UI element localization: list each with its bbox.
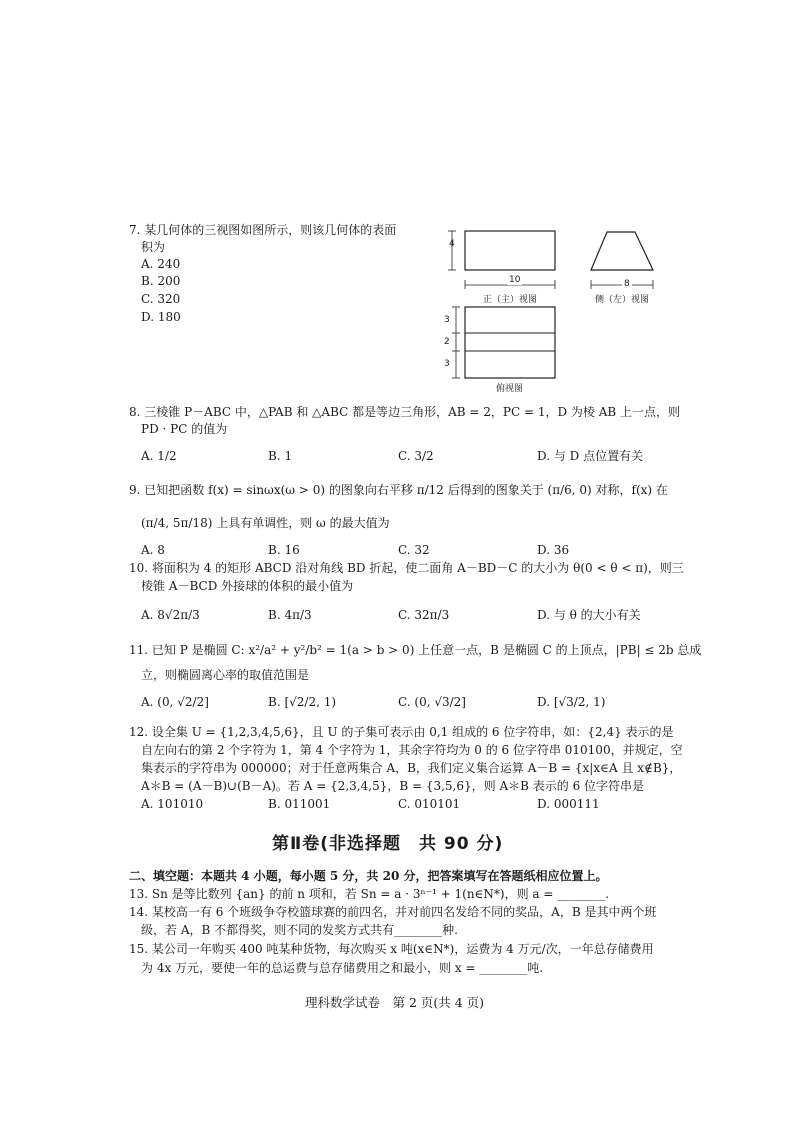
- q11-option-a: A. (0, √2/2]: [141, 695, 209, 709]
- side-caption: 侧（左）视图: [595, 295, 650, 305]
- q10-option-d: D. 与 θ 的大小有关: [537, 608, 641, 622]
- q12-option-a: A. 101010: [141, 797, 204, 811]
- q11-option-b: B. [√2/2, 1): [268, 695, 337, 709]
- q7-line2: 积为: [141, 240, 166, 254]
- q8-option-c: C. 3/2: [398, 449, 434, 463]
- front-caption: 正（主）视图: [483, 295, 538, 305]
- q9-option-c: C. 32: [398, 543, 430, 557]
- q11-line1: 11. 已知 P 是椭圆 C: x²/a² + y²/b² = 1(a > b > 0) 上任意一点，B 是椭圆 C 的上顶点，|PB| ≤ 2b 总成: [129, 643, 702, 657]
- q8-line2: PD · PC 的值为: [141, 422, 228, 436]
- q9-option-a: A. 8: [141, 543, 165, 557]
- q7-line1: 7. 某几何体的三视图如图所示，则该几何体的表面: [129, 223, 397, 237]
- q10-line1: 10. 将面积为 4 的矩形 ABCD 沿对角线 BD 折起，使二面角 A－BD－C 的大小为 θ(0 < θ < π)，则三: [129, 561, 684, 575]
- section2-heading: 二、填空题：本题共 4 小题，每小题 5 分，共 20 分，把答案填写在答题纸相应位置上。: [129, 869, 608, 883]
- q12-line2: 自左向右的第 2 个字符为 1，第 4 个字符为 1，其余字符均为 0 的 6 位字符串 010100，并规定，空: [141, 743, 683, 757]
- q13-line: 13. Sn 是等比数列 {an} 的前 n 项和，若 Sn = a · 3ⁿ⁻¹ + 1(n∈N*)，则 a = ________.: [129, 887, 610, 901]
- top-caption: 俯视图: [496, 384, 524, 394]
- q12-option-d: D. 000111: [537, 797, 600, 811]
- q9-line1: 9. 已知把函数 f(x) = sinωx(ω > 0) 的图象向右平移 π/12 后得到的图象关于 (π/6, 0) 对称，f(x) 在: [129, 483, 668, 497]
- q7-option-d: D. 180: [141, 310, 181, 324]
- q8-option-a: A. 1/2: [141, 449, 177, 463]
- q12-line1: 12. 设全集 U = {1,2,3,4,5,6}，且 U 的子集可表示由 0,1 组成的 6 位字符串，如：{2,4} 表示的是: [129, 725, 674, 739]
- q10-line2: 棱锥 A－BCD 外接球的体积的最小值为: [141, 579, 354, 593]
- q10-option-c: C. 32π/3: [398, 608, 450, 622]
- q11-option-d: D. [√3/2, 1): [537, 695, 606, 709]
- q11-line2: 立，则椭圆离心率的取值范围是: [141, 668, 310, 682]
- q9-option-b: B. 16: [268, 543, 300, 557]
- q11-option-c: C. (0, √3/2]: [398, 695, 466, 709]
- q10-option-b: B. 4π/3: [268, 608, 312, 622]
- q7-option-c: C. 320: [141, 292, 181, 306]
- q12-line4: A＊B = (A－B)∪(B－A)。若 A = {2,3,4,5}，B = {3,5,6}，则 A＊B 表示的 6 位字符串是: [141, 779, 645, 793]
- page-footer: 理科数学试卷 第 2 页(共 4 页): [305, 995, 485, 1010]
- q14-line2: 级，若 A，B 不都得奖，则不同的发奖方式共有________种.: [141, 923, 458, 937]
- q7-option-b: B. 200: [141, 274, 181, 288]
- q12-option-b: B. 011001: [268, 797, 331, 811]
- part2-title: 第Ⅱ卷(非选择题 共 90 分): [272, 834, 504, 854]
- q12-line3: 集表示的字符串为 000000；对于任意两集合 A，B，我们定义集合运算 A－B = {x|x∈A 且 x∉B}，: [141, 761, 682, 775]
- q15-line2: 为 4x 万元，要使一年的总运费与总存储费用之和最小，则 x = ________吨.: [141, 961, 544, 975]
- top-dim-1: 3: [444, 315, 450, 325]
- top-dim-3: 3: [444, 359, 450, 369]
- q9-line2: (π/4, 5π/18) 上具有单调性，则 ω 的最大值为: [141, 516, 390, 530]
- q10-option-a: A. 8√2π/3: [141, 608, 200, 622]
- q8-line1: 8. 三棱锥 P－ABC 中，△PAB 和 △ABC 都是等边三角形，AB = 2，PC = 1，D 为棱 AB 上一点，则: [129, 405, 681, 419]
- q8-option-d: D. 与 D 点位置有关: [537, 449, 644, 463]
- q7-option-a: A. 240: [141, 257, 181, 271]
- q15-line1: 15. 某公司一年购买 400 吨某种货物，每次购买 x 吨(x∈N*)，运费为 4 万元/次，一年总存储费用: [129, 942, 654, 956]
- q12-option-c: C. 010101: [398, 797, 461, 811]
- front-dim-width: 10: [509, 275, 521, 285]
- top-dim-2: 2: [444, 337, 450, 347]
- side-dim-width: 8: [624, 279, 630, 289]
- front-dim-height: 4: [449, 239, 455, 249]
- q8-option-b: B. 1: [268, 449, 293, 463]
- q9-option-d: D. 36: [537, 543, 570, 557]
- q14-line1: 14. 某校高一有 6 个班级争夺校篮球赛的前四名，并对前四名发给不同的奖品，A，B 是其中两个班: [129, 905, 657, 919]
- top-view-figure: [440, 304, 570, 384]
